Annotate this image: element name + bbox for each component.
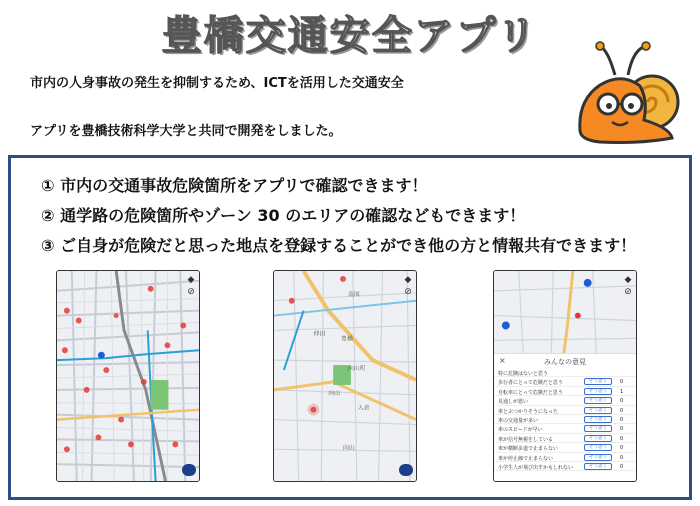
layers-icon[interactable]: ◆ xyxy=(624,275,632,285)
agree-button[interactable]: そう思う xyxy=(584,463,612,470)
map-label: 南図 xyxy=(347,290,360,298)
hazard-map[interactable] xyxy=(57,271,199,481)
opinion-row xyxy=(494,415,636,424)
intro-text-line2: アプリを豊橋技術科学大学と共同で開発をしました。 xyxy=(30,124,342,139)
zone-map[interactable] xyxy=(274,271,416,481)
map-label: 入倉 xyxy=(357,404,370,412)
close-icon[interactable]: × xyxy=(499,356,506,365)
opinion-row xyxy=(494,377,636,386)
layers-icon[interactable]: ◆ xyxy=(187,275,195,285)
opinion-header xyxy=(494,354,636,368)
app-screen-hazard-map xyxy=(56,270,200,482)
location-off-icon[interactable]: ⊘ xyxy=(187,287,195,297)
opinion-label: 自転車にとって危険だと思う xyxy=(498,389,563,396)
opinion-label: 車が停止線で止まらない xyxy=(498,455,554,462)
opinion-row xyxy=(494,443,636,452)
opinion-label: 車が信号無視をしている xyxy=(498,436,554,443)
agree-count: 1 xyxy=(620,388,624,395)
opinion-row xyxy=(494,406,636,415)
list-fab-icon[interactable] xyxy=(399,464,413,476)
location-off-icon[interactable]: ⊘ xyxy=(404,287,412,297)
agree-button[interactable]: そう思う xyxy=(584,435,612,442)
agree-button[interactable]: そう思う xyxy=(584,454,612,461)
agree-button[interactable]: そう思う xyxy=(584,425,612,432)
agree-button[interactable]: そう思う xyxy=(584,416,612,423)
feature-2: ② 通学路の危険箇所やゾーン 30 のエリアの確認などもできます！ xyxy=(41,206,526,225)
agree-button[interactable]: そう思う xyxy=(584,397,612,404)
app-screen-opinions xyxy=(493,270,637,482)
map-label: 向山町 xyxy=(347,365,366,373)
opinion-row xyxy=(494,368,636,377)
opinion-row xyxy=(494,434,636,443)
opinion-label: 車の交通量が多い xyxy=(498,417,539,424)
opinion-label: 車が横断歩道で止まらない xyxy=(498,446,559,453)
opinion-row xyxy=(494,387,636,396)
layers-icon[interactable]: ◆ xyxy=(404,275,412,285)
agree-count: 0 xyxy=(620,435,624,442)
app-screen-zone-map xyxy=(273,270,417,482)
opinion-row xyxy=(494,396,636,405)
agree-count: 0 xyxy=(620,445,624,452)
opinion-label: 車のスピードが早い xyxy=(498,427,543,434)
opinion-label: 歩行者にとって危険だと思う xyxy=(498,380,563,387)
agree-button[interactable]: そう思う xyxy=(584,407,612,414)
feature-panel xyxy=(8,155,692,500)
map-label: 向山 xyxy=(343,444,355,452)
agree-count: 0 xyxy=(620,379,624,386)
feature-3: ③ ご自身が危険だと思った地点を登録することができ他の方と情報共有できます！ xyxy=(41,236,637,255)
opinion-row xyxy=(494,424,636,433)
opinion-label: 見通しが悪い xyxy=(498,399,529,406)
agree-count: 0 xyxy=(620,398,624,405)
agree-button[interactable]: そう思う xyxy=(584,378,612,385)
agree-count: 0 xyxy=(620,426,624,433)
app-title: 豊橋交通安全アプリ xyxy=(161,13,539,59)
agree-button[interactable]: そう思う xyxy=(584,444,612,451)
list-fab-icon[interactable] xyxy=(182,464,196,476)
agree-count: 0 xyxy=(620,463,624,470)
opinion-label: 小学生人が飛び出すかもしれない xyxy=(498,464,574,471)
map-label: 豊橋 xyxy=(341,335,353,343)
opinion-label: 車とぶつかりそうになった xyxy=(498,408,559,415)
snail-mascot-icon xyxy=(560,40,680,150)
opinion-panel xyxy=(494,353,636,482)
agree-button[interactable]: そう思う xyxy=(584,388,612,395)
agree-count: 0 xyxy=(620,416,624,423)
agree-count: 0 xyxy=(620,407,624,414)
feature-1: ① 市内の交通事故危険箇所をアプリで確認できます！ xyxy=(41,176,428,195)
map-label: 伸田 xyxy=(313,330,326,338)
opinion-title: みんなの意見 xyxy=(544,358,586,366)
opinion-row xyxy=(494,462,636,471)
map-label: 向山 xyxy=(328,389,341,397)
agree-count: 0 xyxy=(620,454,624,461)
location-off-icon[interactable]: ⊘ xyxy=(624,287,632,297)
opinion-label: 特に危険はないと思う xyxy=(498,371,549,377)
opinion-row xyxy=(494,453,636,462)
intro-text-line1: 市内の人身事故の発生を抑制するため、ICTを活用した交通安全 xyxy=(30,76,404,91)
